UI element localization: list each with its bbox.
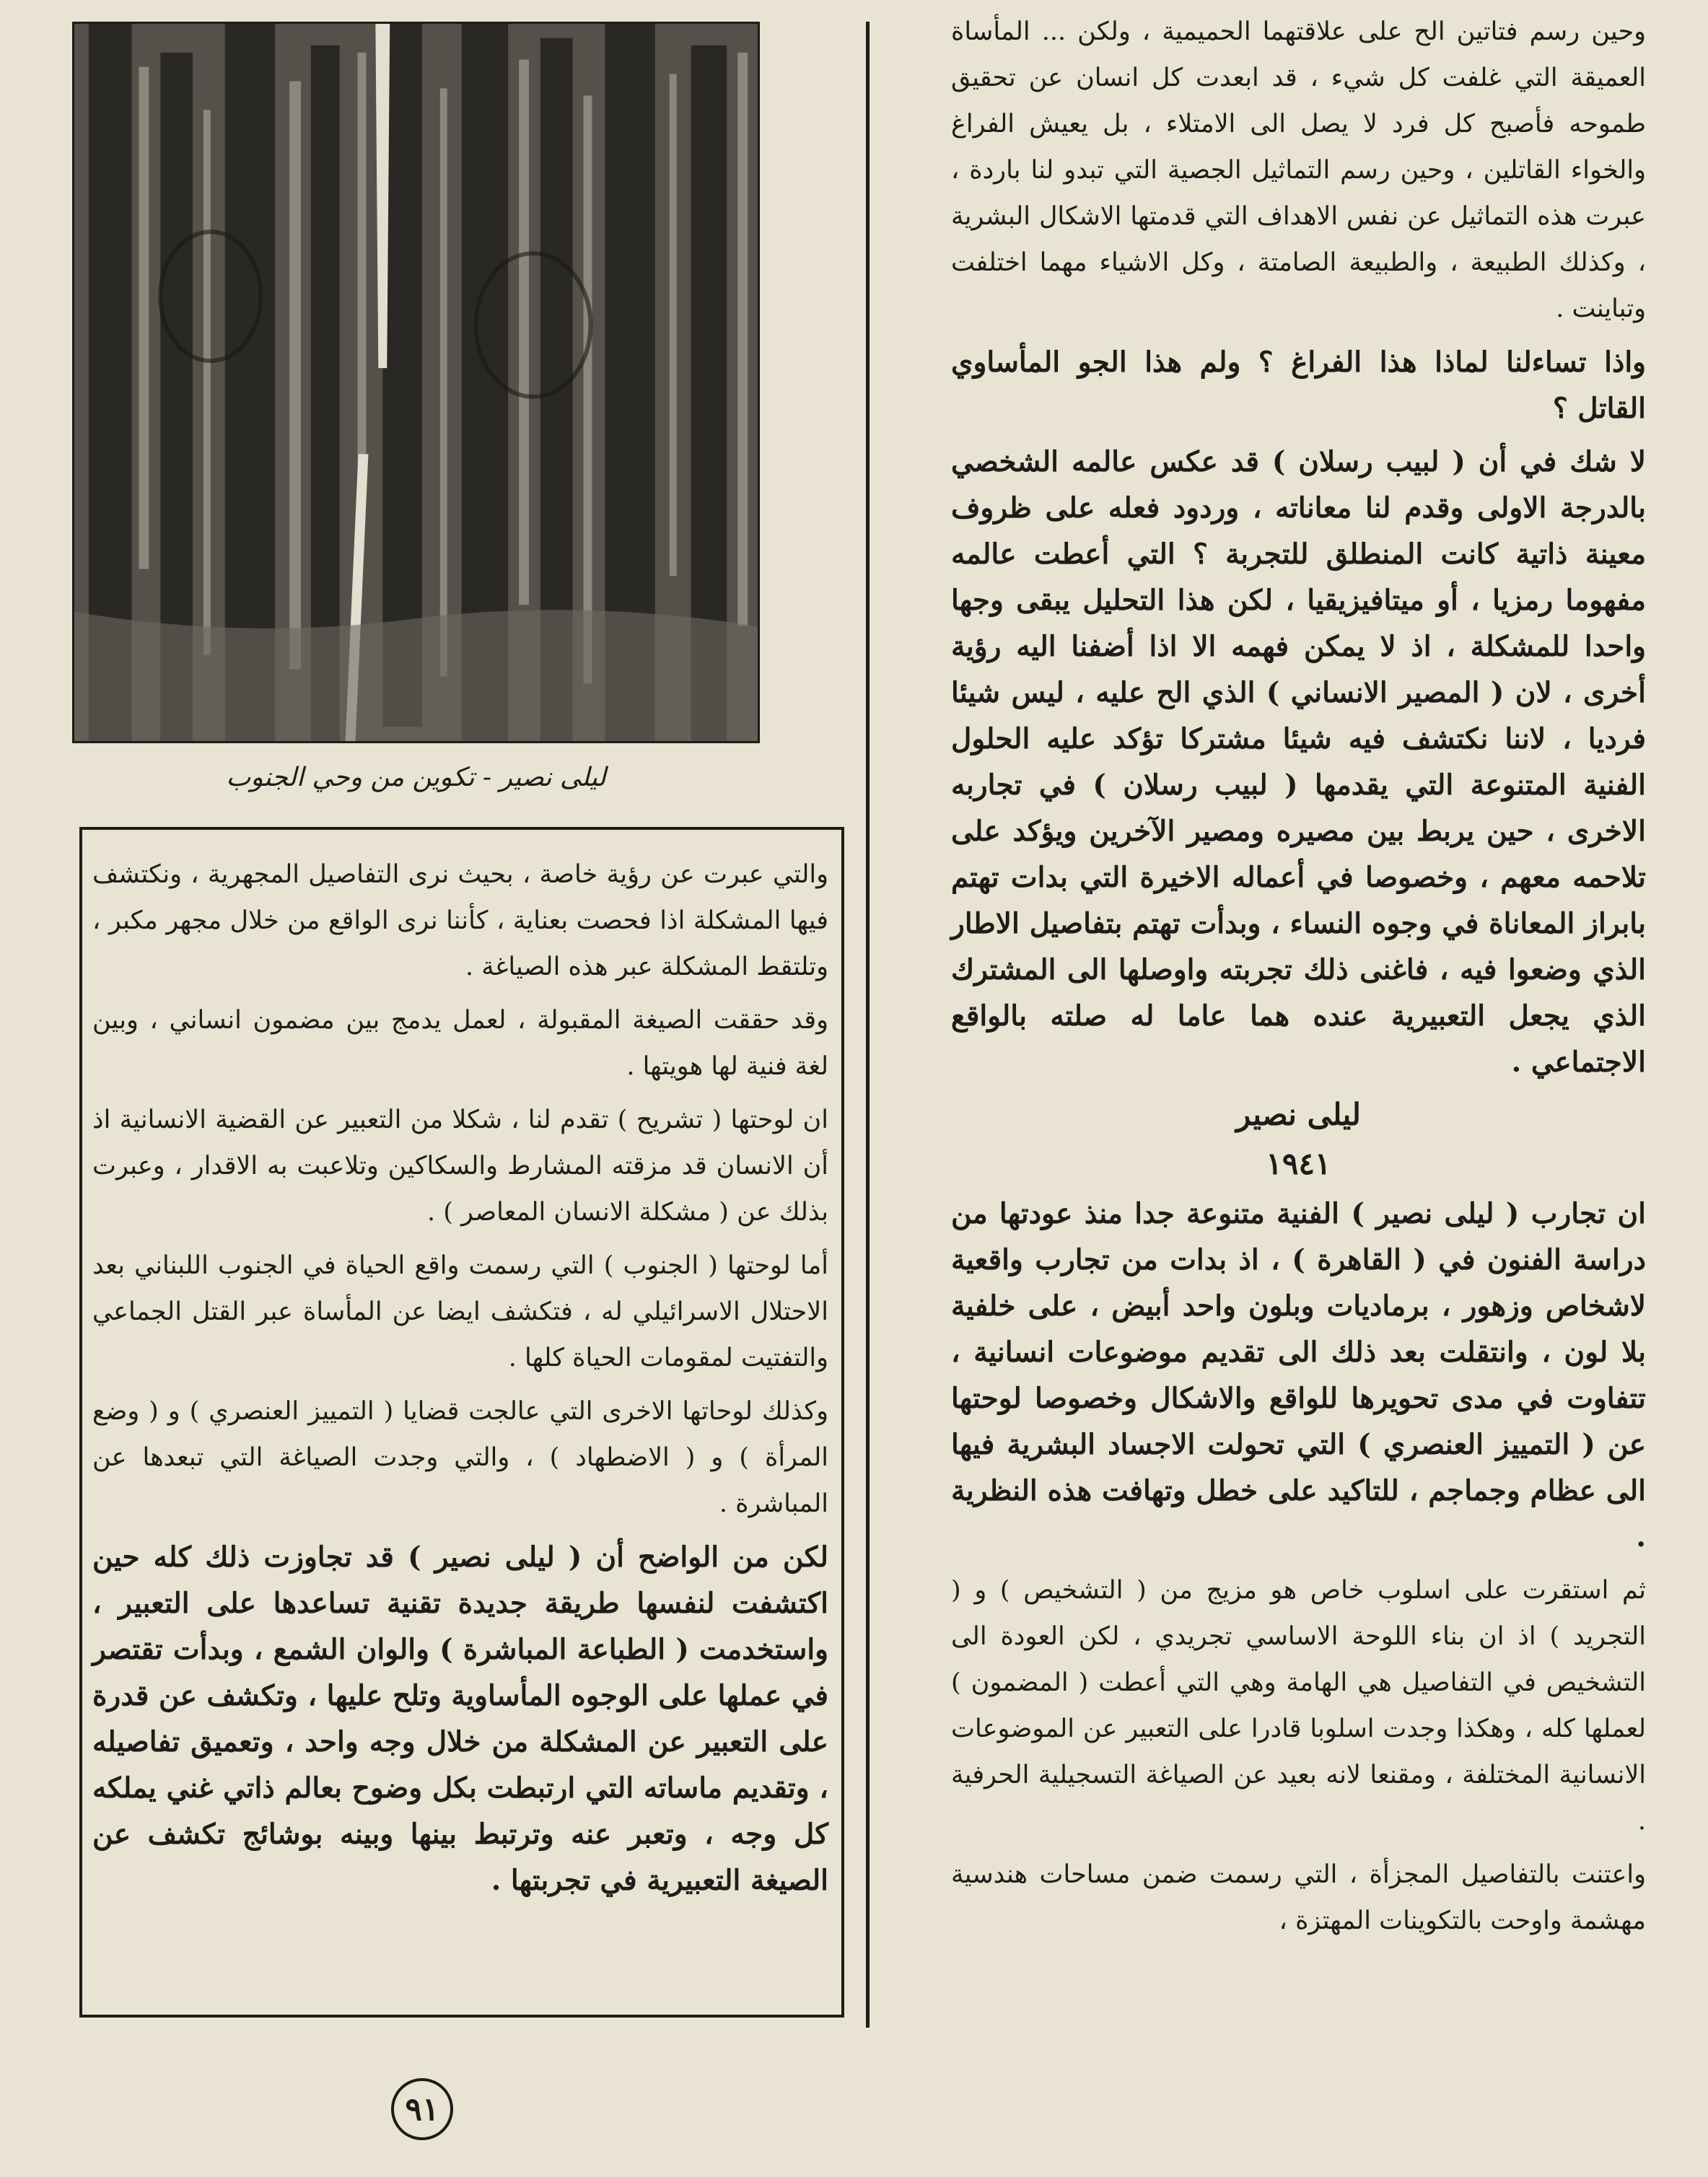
- paragraph: واعتنت بالتفاصيل المجزأة ، التي رسمت ضمن مساحات هندسية مهشمة واوحت بالتكوينات المهتزة ،: [951, 1860, 1646, 1935]
- paragraph: والتي عبرت عن رؤية خاصة ، بحيث نرى التفاصيل المجهرية ، ونكتشف فيها المشكلة اذا فحصت بعناية ، كأننا نرى الواقع من خلال مجهر مكبر ، وتلتقط المشكلة عبر هذه الصياغة .: [92, 860, 828, 981]
- paragraph: لكن من الواضح أن ( ليلى نصير ) قد تجاوزت ذلك كله حين اكتشفت لنفسها طريقة جديدة تقنية تساعدها على التعبير ، واستخدمت ( الطباعة المباشرة ) والوان الشمع ، وبدأت تقتصر في عملها على الوجوه المأساوية وتلح عليها ، وتكشف عن قدرة على التعبير عن المشكلة من خلال وجه واحد ، وتعميق تفاصيله ، وتقديم ماساته التي ارتبطت بكل وضوح بعالم ذاتي غني يملكه كل وجه ، وتعبر عنه وترتبط بينها وبينه بوشائج تكشف عن الصيغة التعبيرية في تجربتها .: [92, 1541, 828, 1897]
- column-divider: [866, 22, 870, 2028]
- paragraph: وقد حققت الصيغة المقبولة ، لعمل يدمج بين مضمون انساني ، وبين لغة فنية لها هويتها .: [92, 1006, 828, 1081]
- right-text-column: [951, 9, 1646, 2130]
- paragraph: وكذلك لوحاتها الاخرى التي عالجت قضايا ( التمييز العنصري ) و ( وضع المرأة ) و ( الاضطهاد ) ، والتي وجدت الصياغة التي تبعدها عن المباشرة .: [92, 1397, 828, 1518]
- paragraph: ان لوحتها ( تشريح ) تقدم لنا ، شكلا من التعبير عن القضية الانسانية اذ أن الانسان قد مزقته المشارط والسكاكين وتلاعبت به الاقدار ، وعبرت بذلك عن ( مشكلة الانسان المعاصر ) .: [92, 1105, 828, 1227]
- paragraph: أما لوحتها ( الجنوب ) التي رسمت واقع الحياة في الجنوب اللبناني بعد الاحتلال الاسرائيلي له ، فتكشف ايضا عن المأساة عبر القتل الجماعي والتفتيت لمقومات الحياة كلها .: [92, 1251, 828, 1372]
- painting-illustration: [74, 24, 758, 741]
- page-number: ٩١: [391, 2078, 453, 2140]
- artwork-image: [72, 22, 760, 743]
- figure-caption: ليلى نصير - تكوين من وحي الجنوب: [226, 763, 606, 792]
- paragraph: ان تجارب ( ليلى نصير ) الفنية متنوعة جدا منذ عودتها من دراسة الفنون في ( القاهرة ) ، اذ بدات من تجارب واقعية لاشخاص وزهور ، برماديات وبلون واحد أبيض ، على خلفية بلا لون ، وانتقلت بعد ذلك الى تقديم موضوعات انسانية ، تتفاوت في مدى تحويرها للواقع والاشكال وخصوصا لوحتها عن ( التمييز العنصري ) التي تحولت الاجساد البشرية فيها الى عظام وجماجم ، للتاكيد على خطل وتهافت هذه النظرية .: [951, 1197, 1646, 1554]
- section-heading-name: ليلى نصير: [1236, 1097, 1361, 1132]
- section-heading-year: ١٩٤١: [1266, 1146, 1331, 1181]
- paragraph: لا شك في أن ( لبيب رسلان ) قد عكس عالمه الشخصي بالدرجة الاولى وقدم لنا معاناته ، وردود فعله على ظروف معينة ذاتية كانت المنطلق للتجربة ؟ التي أعطت عالمه مفهوما رمزيا ، أو ميتافيزيقيا ، لكن هذا التحليل يبقى وجها واحدا للمشكلة ، اذ لا يمكن فهمه الا اذا أضفنا اليه رؤية أخرى ، لان ( المصير الانساني ) الذي الح عليه ، ليس شيئا فرديا ، لاننا نكتشف فيه شيئا مشتركا تؤكد عليه الحلول الفنية المتنوعة التي يقدمها ( لبيب رسلان ) في تجاربه الاخرى ، حين يربط بين مصيره ومصير الآخرين ويؤكد على تلاحمه معهم ، وخصوصا في أعماله الاخيرة التي بدات تهتم بابراز المعاناة في وجوه النساء ، وبدأت تهتم بتفاصيل الاطار الذي وضعوا فيه ، فاغنى ذلك تجربته واوصلها الى المشترك الذي يجعل التعبيرية عنده هما عاما له صلته بالواقع الاجتماعي .: [951, 445, 1646, 1079]
- paragraph: واذا تساءلنا لماذا هذا الفراغ ؟ ولم هذا الجو المأساوي القاتل ؟: [951, 346, 1646, 425]
- paragraph: وحين رسم فتاتين الح على علاقتهما الحميمية ، ولكن ... المأساة العميقة التي غلفت كل شيء ، قد ابعدت كل انسان عن تحقيق طموحه فأصبح كل فرد لا يصل الى الامتلاء ، بل يعيش الفراغ والخواء القاتلين ، وحين رسم التماثيل الجصية التي تبدو لنا باردة ، عبرت هذه التماثيل عن نفس الاهداف التي قدمتها الاشكال البشرية ، وكذلك الطبيعة ، والطبيعة الصامتة ، وكل الاشياء مهما اختلفت وتباينت .: [951, 17, 1646, 323]
- paragraph: ثم استقرت على اسلوب خاص هو مزيج من ( التشخيص ) و ( التجريد ) اذ ان بناء اللوحة الاساسي تجريدي ، لكن العودة الى التشخيص في التفاصيل هي الهامة وهي التي أعطت ( المضمون ) لعملها كله ، وهكذا وجدت اسلوبا قادرا على التعبير عن الموضوعات الانسانية المختلفة ، ومقنعا لانه بعيد عن الصياغة التسجيلية الحرفية .: [951, 1576, 1646, 1836]
- left-text-column: [92, 851, 828, 2006]
